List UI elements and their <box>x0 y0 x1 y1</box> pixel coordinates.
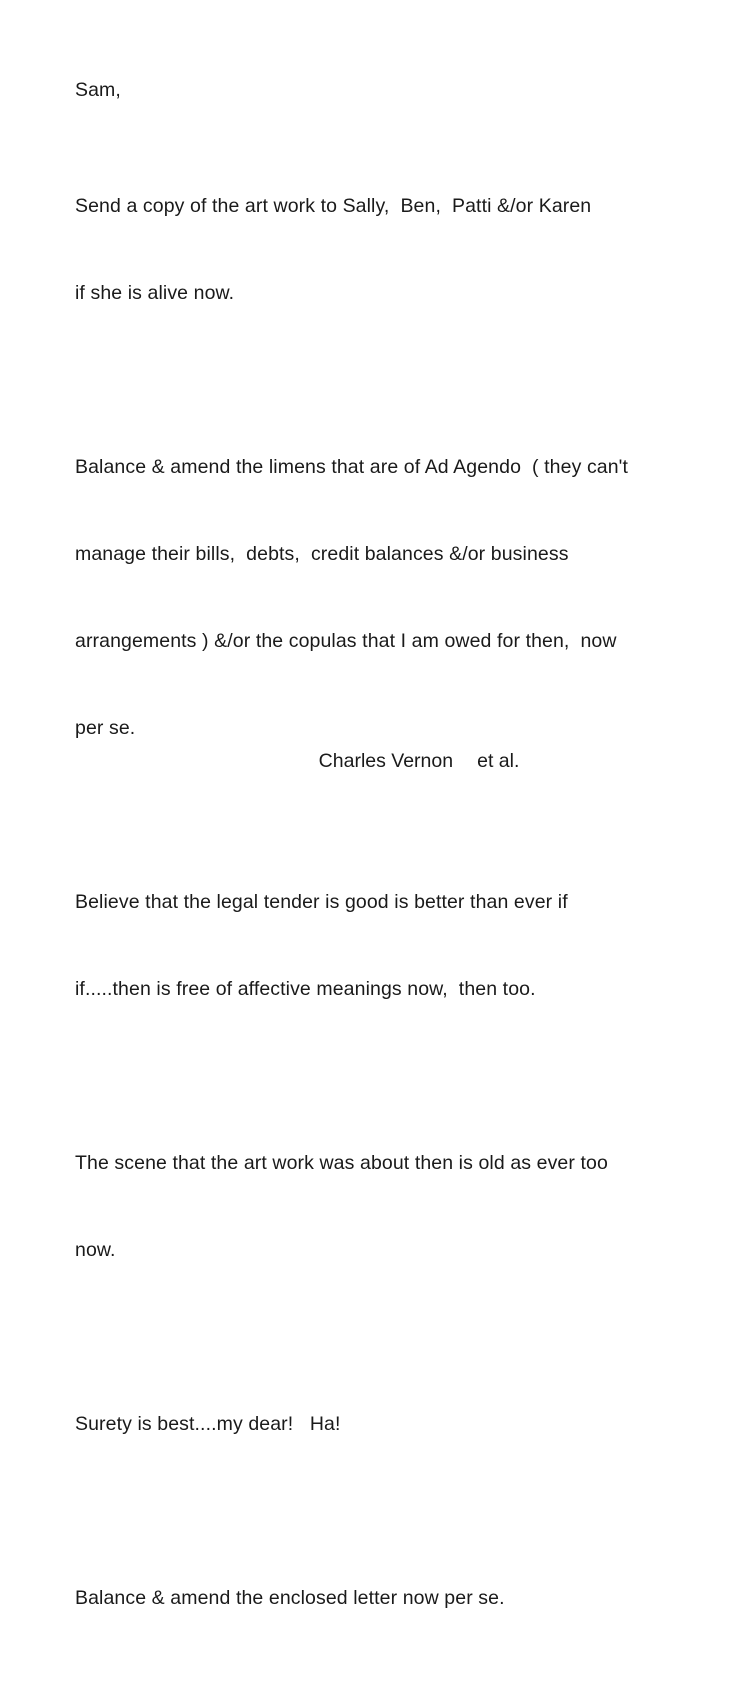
paragraph-line: per se. <box>75 717 136 739</box>
paragraph-line: arrangements ) &/or the copulas that I am owed for then, now <box>75 630 617 652</box>
paragraph-line: Believe that the legal tender is good is better than ever if <box>75 891 568 913</box>
paragraph-line: Send a copy of the art work to Sally, Ben, Patti &/or Karen <box>75 195 592 217</box>
letter-body <box>75 76 695 1700</box>
paragraph-line: Surety is best....my dear! Ha! <box>75 1413 341 1435</box>
paragraph-6 <box>75 1526 695 1671</box>
signature-suffix: et al. <box>477 750 520 772</box>
paragraph-line: Balance & amend the enclosed letter now per se. <box>75 1587 505 1609</box>
paragraph-line: now. <box>75 1239 116 1261</box>
signature-name: Charles Vernon <box>318 750 454 772</box>
paragraph-line: The scene that the art work was about then is old as ever too <box>75 1152 608 1174</box>
paragraph-line: Balance & amend the limens that are of Ad Agendo ( they can't <box>75 456 629 478</box>
paragraph-line: if she is alive now. <box>75 282 235 304</box>
signature <box>297 718 519 805</box>
paragraph-4 <box>75 1091 695 1323</box>
paragraph-line: manage their bills, debts, credit balances &/or business <box>75 543 569 565</box>
paragraph-3 <box>75 830 695 1062</box>
salutation: Sam, <box>75 79 121 101</box>
paragraph-5 <box>75 1352 695 1497</box>
paragraph-1 <box>75 134 695 366</box>
paragraph-line: if.....then is free of affective meanings now, then too. <box>75 978 536 1000</box>
